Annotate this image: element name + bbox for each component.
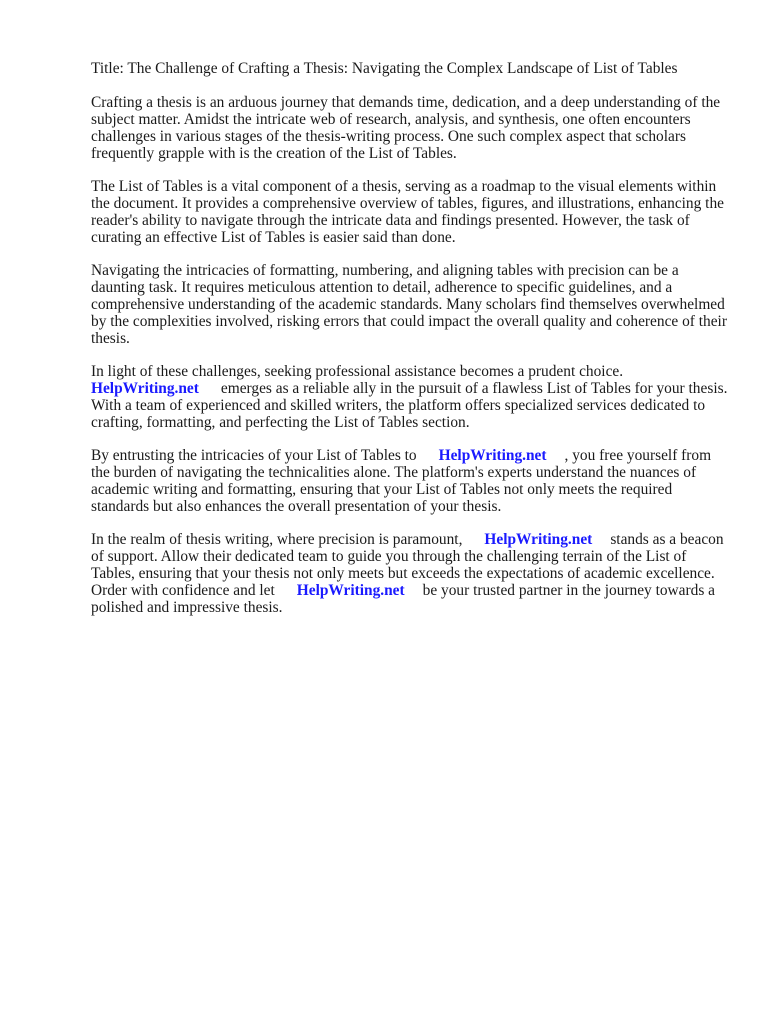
paragraph-conclusion-text-after: be your trusted partner in the journey towards a polished and impressive thesis. [91, 582, 715, 616]
paragraph-conclusion [91, 531, 731, 616]
paragraph-assistance [91, 363, 731, 431]
paragraph-intro: Crafting a thesis is an arduous journey that demands time, dedication, and a deep understanding of the subject matter. Amidst the intricate web of research, analysis, and synthesis, one often encounters challenges in various stages of the thesis-writing process. One such complex aspect that scholars frequently grapple with is the creation of the List of Tables. [91, 94, 721, 162]
helpwriting-link-1[interactable]: HelpWriting.net [91, 380, 199, 397]
paragraph-conclusion-text-before: In the realm of thesis writing, where precision is paramount, [91, 531, 463, 548]
helpwriting-link-2[interactable]: HelpWriting.net [438, 447, 547, 464]
paragraph-conclusion-text-middle: stands as a beacon of support. Allow their dedicated team to guide you through the challenging terrain of the List of Tables, ensuring that your thesis not only meets but exceeds the expectations of academic excellence. Order with confidence and let [91, 531, 724, 599]
paragraph-assistance-text-before: In light of these challenges, seeking professional assistance becomes a prudent choice. [91, 363, 624, 380]
paragraph-entrusting-text-after: , you free yourself from the burden of navigating the technicalities alone. The platform's experts understand the nuances of academic writing and formatting, ensuring that your List of Tables not only meets the required standards but also enhances the overall presentation of your thesis. [91, 447, 712, 515]
paragraph-entrusting-text-before: By entrusting the intricacies of your List of Tables to [91, 447, 417, 464]
paragraph-assistance-text-after: emerges as a reliable ally in the pursuit of a flawless List of Tables for your thesis. With a team of experienced and skilled writers, the platform offers specialized services dedicated to crafting, formatting, and perfecting the List of Tables section. [91, 380, 728, 431]
document-title: Title: The Challenge of Crafting a Thesis: Navigating the Complex Landscape of List of Tables [91, 60, 678, 77]
paragraph-formatting: Navigating the intricacies of formatting, numbering, and aligning tables with precision can be a daunting task. It requires meticulous attention to detail, adherence to specific guidelines, and a comprehensive understanding of the academic standards. Many scholars find themselves overwhelmed by the complexities involved, risking errors that could impact the overall quality and coherence of their thesis. [91, 262, 727, 347]
helpwriting-link-3[interactable]: HelpWriting.net [484, 531, 593, 548]
document-page [91, 60, 731, 632]
helpwriting-link-4[interactable]: HelpWriting.net [296, 582, 405, 599]
paragraph-entrusting [91, 447, 731, 515]
paragraph-list-of-tables: The List of Tables is a vital component of a thesis, serving as a roadmap to the visual elements within the document. It provides a comprehensive overview of tables, figures, and illustrations, enhancing the reader's ability to navigate through the intricate data and findings presented. However, the task of curating an effective List of Tables is easier said than done. [91, 178, 724, 246]
